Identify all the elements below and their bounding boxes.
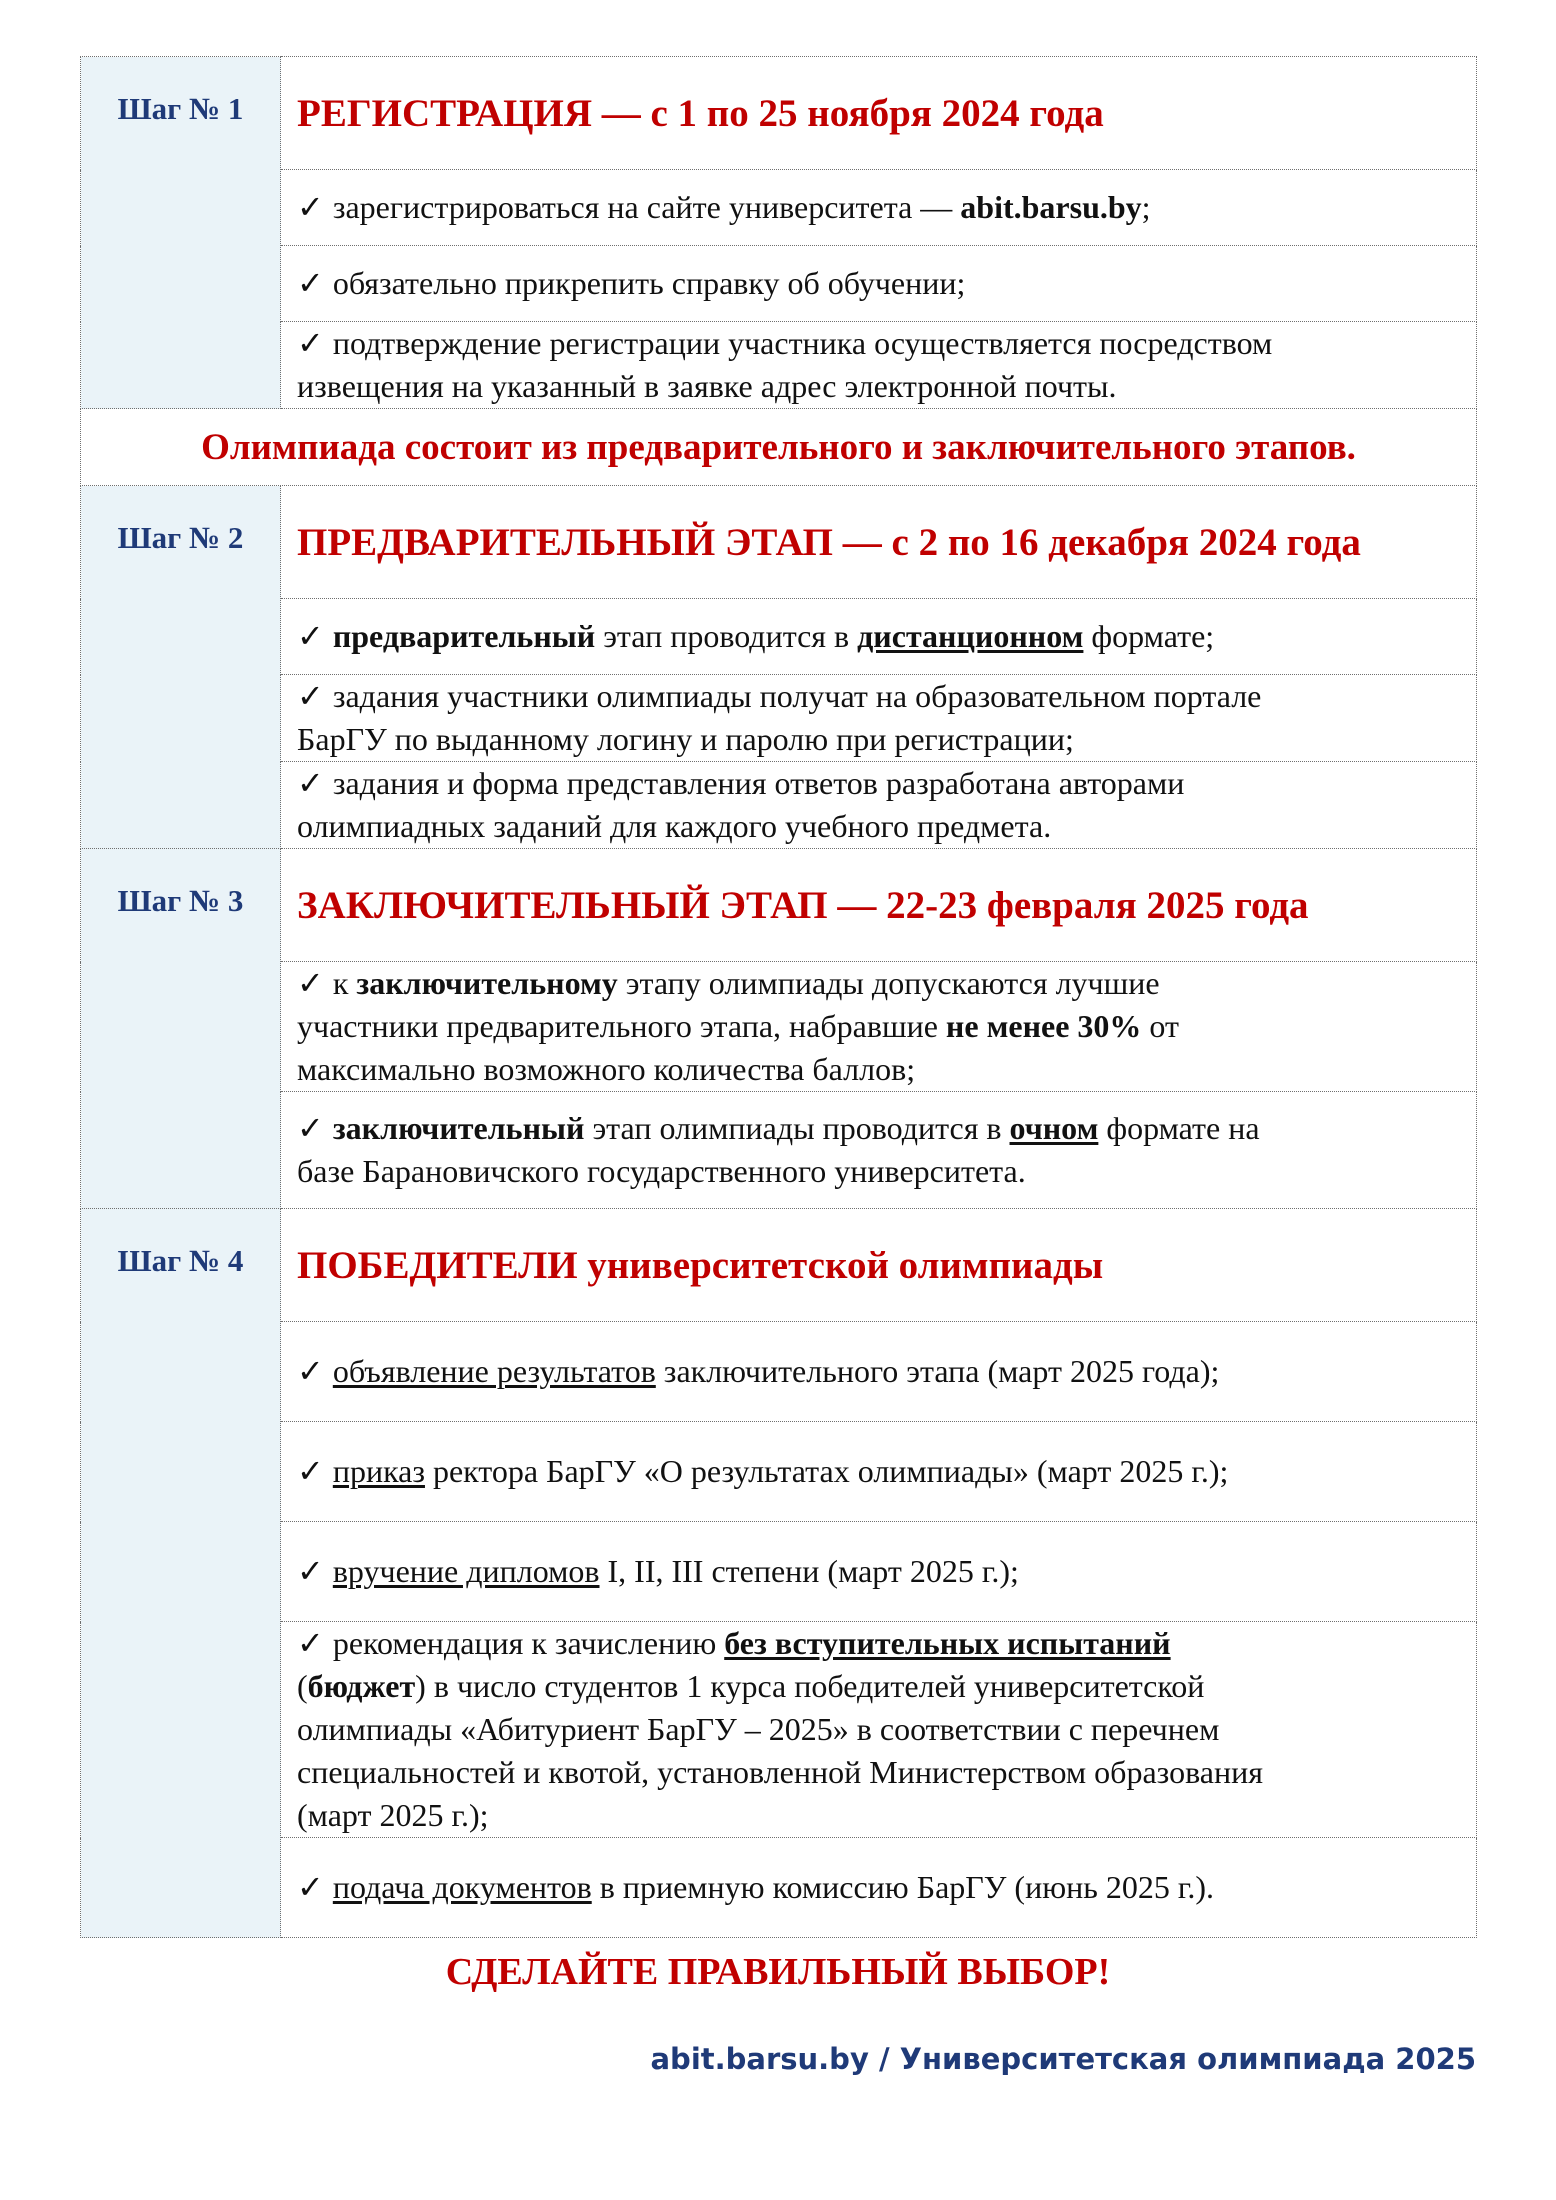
step2-label: Шаг № 2 [81,486,281,849]
step4-item-4: ✓ рекомендация к зачислению без вступительных испытаний (бюджет) в число студентов 1 курса победителей университетской олимпиады «Абитуриент БарГУ – 2025» в соответствии с перечнем специальностей и квотой, установленной Министерством образования (март 2025 г.); [281,1622,1477,1838]
site-link[interactable]: abit.barsu.by [960,189,1142,225]
check-icon: ✓ [297,1453,324,1489]
check-icon: ✓ [297,618,324,654]
steps-table [80,56,1477,1938]
step3-label: Шаг № 3 [81,849,281,1209]
step3-item-2: ✓ заключительный этап олимпиады проводится в очном формате на базе Барановичского государственного университета. [281,1092,1477,1209]
check-icon: ✓ [297,678,324,714]
footer-link[interactable]: abit.barsu.by / Университетская олимпиада 2025 [650,2042,1476,2076]
check-icon: ✓ [297,965,324,1001]
stages-banner: Олимпиада состоит из предварительного и заключительного этапов. [81,409,1477,486]
step2-item-1: ✓ предварительный этап проводится в дистанционном формате; [281,599,1477,675]
call-to-action: СДЕЛАЙТЕ ПРАВИЛЬНЫЙ ВЫБОР! [445,1951,1111,1993]
check-icon: ✓ [297,1553,324,1589]
step4-label: Шаг № 4 [81,1209,281,1938]
check-icon: ✓ [297,1353,324,1389]
check-icon: ✓ [297,1110,324,1146]
step4-item-3: ✓ вручение дипломов I, II, III степени (март 2025 г.); [281,1522,1477,1622]
step1-title: РЕГИСТРАЦИЯ — с 1 по 25 ноября 2024 года [281,57,1477,170]
step1-label: Шаг № 1 [81,57,281,409]
step4-item-2: ✓ приказ ректора БарГУ «О результатах олимпиады» (март 2025 г.); [281,1422,1477,1522]
check-icon: ✓ [297,765,324,801]
check-icon: ✓ [297,265,324,301]
step1-item-2: ✓ обязательно прикрепить справку об обучении; [281,246,1477,322]
step3-title: ЗАКЛЮЧИТЕЛЬНЫЙ ЭТАП — 22-23 февраля 2025 года [281,849,1477,962]
step1-item-1: ✓ зарегистрироваться на сайте университета — abit.barsu.by; [281,170,1477,246]
step1-item-3: ✓ подтверждение регистрации участника осуществляется посредством извещения на указанный в заявке адрес электронной почты. [281,322,1477,409]
check-icon: ✓ [297,325,324,361]
step1-row [81,57,1477,170]
step2-item-2: ✓ задания участники олимпиады получат на образовательном портале БарГУ по выданному логину и паролю при регистрации; [281,675,1477,762]
step3-item-1: ✓ к заключительному этапу олимпиады допускаются лучшие участники предварительного этапа, набравшие не менее 30% от максимально возможного количества баллов; [281,962,1477,1092]
step4-title: ПОБЕДИТЕЛИ университетской олимпиады [281,1209,1477,1322]
check-icon: ✓ [297,189,324,225]
step2-title: ПРЕДВАРИТЕЛЬНЫЙ ЭТАП — с 2 по 16 декабря 2024 года [281,486,1477,599]
step2-item-3: ✓ задания и форма представления ответов разработана авторами олимпиадных заданий для каждого учебного предмета. [281,762,1477,849]
check-icon: ✓ [297,1625,324,1661]
step4-item-1: ✓ объявление результатов заключительного этапа (март 2025 года); [281,1322,1477,1422]
check-icon: ✓ [297,1869,324,1905]
step4-item-5: ✓ подача документов в приемную комиссию БарГУ (июнь 2025 г.). [281,1838,1477,1938]
